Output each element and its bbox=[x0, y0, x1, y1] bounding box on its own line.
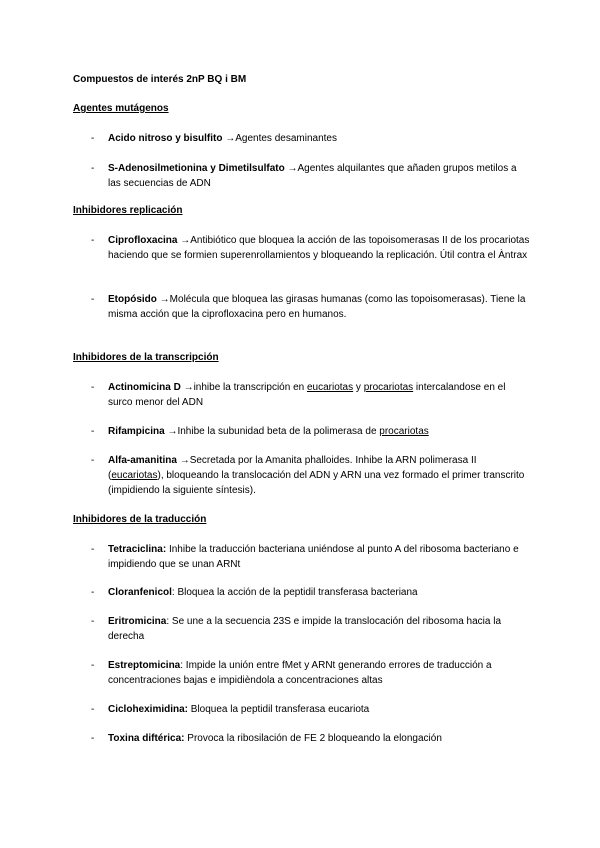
bullet-dash: - bbox=[91, 660, 95, 671]
underlined-term: eucariotas bbox=[111, 470, 158, 481]
item-text: y bbox=[353, 382, 364, 393]
list-item bbox=[91, 585, 531, 600]
item-text: : Impide la unión entre fMet y ARNt generando errores de traducción a concentraciones bajas e impidièndola a concentraciones altas bbox=[108, 660, 492, 686]
item-text: Antibiótico que bloquea la acción de las topoisomerasas II de los procariotas haciendo que se formien superenrollamientos y bloqueando la replicación. Útil contra el Àntrax bbox=[108, 235, 530, 261]
bullet-dash: - bbox=[91, 235, 95, 246]
item-term: Rifampicina bbox=[108, 426, 165, 437]
list-item bbox=[91, 702, 531, 717]
item-term: S-Adenosilmetionina y Dimetilsulfato bbox=[108, 163, 285, 174]
section-heading-transcripcion: Inhibidores de la transcripción bbox=[73, 352, 219, 363]
item-text: Agentes alquilantes que añaden grupos metilos a las secuencias de ADN bbox=[108, 163, 517, 189]
list-item bbox=[91, 614, 531, 644]
item-term: Toxina diftérica: bbox=[108, 733, 185, 744]
arrow-icon: → bbox=[225, 133, 236, 144]
bullet-dash: - bbox=[91, 616, 95, 627]
underlined-term: procariotas bbox=[363, 382, 414, 393]
bullet-dash: - bbox=[91, 294, 95, 305]
arrow-icon: → bbox=[183, 382, 194, 393]
list-item bbox=[91, 542, 531, 572]
item-term: Cloranfenicol bbox=[108, 587, 172, 598]
list-item bbox=[91, 161, 531, 191]
arrow-icon: → bbox=[287, 163, 298, 174]
item-term: Estreptomicina bbox=[108, 660, 181, 671]
section-heading-replicacion: Inhibidores replicación bbox=[73, 205, 183, 216]
bullet-dash: - bbox=[91, 704, 95, 715]
list-item bbox=[91, 380, 531, 410]
item-text: : Bloquea la acción de la peptidil transferasa bacteriana bbox=[171, 587, 418, 598]
item-text: Bloquea la peptidil transferasa eucariota bbox=[188, 704, 370, 715]
item-text: intercalandose en el surco menor del ADN bbox=[108, 382, 506, 408]
item-term: Tetraciclina: bbox=[108, 544, 167, 555]
bullet-dash: - bbox=[91, 455, 95, 466]
arrow-icon: → bbox=[167, 426, 178, 437]
bullet-dash: - bbox=[91, 426, 95, 437]
arrow-icon: → bbox=[180, 235, 191, 246]
item-text: Inhibe la traducción bacteriana uniéndose al punto A del ribosoma bacteriano e impidiendo que se unan ARNt bbox=[108, 544, 519, 570]
item-text: Agentes desaminantes bbox=[235, 133, 337, 144]
section-heading-traduccion: Inhibidores de la traducción bbox=[73, 514, 207, 525]
item-term: Ciprofloxacina bbox=[108, 235, 178, 246]
bullet-dash: - bbox=[91, 544, 95, 555]
list-item bbox=[91, 453, 531, 498]
item-term: Actinomicina D bbox=[108, 382, 181, 393]
item-text: Molécula que bloquea las girasas humanas (como las topoisomerasas). Tiene la misma acción que la ciprofloxacina pero en humanos. bbox=[108, 294, 526, 320]
underlined-term: eucariotas bbox=[306, 382, 354, 393]
arrow-icon: → bbox=[179, 455, 190, 466]
list-item bbox=[91, 658, 531, 688]
item-text: Secretada por la Amanita phalloides. Inhibe la ARN polimerasa II ( bbox=[108, 455, 477, 481]
bullet-dash: - bbox=[91, 733, 95, 744]
section-heading-mutagenos: Agentes mutágenos bbox=[73, 103, 169, 114]
bullet-dash: - bbox=[91, 587, 95, 598]
list-item bbox=[91, 233, 531, 263]
underlined-term: procariotas bbox=[379, 426, 429, 437]
list-item bbox=[91, 131, 531, 146]
item-term: Cicloheximidina: bbox=[108, 704, 189, 715]
item-text: Provoca la ribosilación de FE 2 bloqueando la elongación bbox=[184, 733, 442, 744]
item-term: Acido nitroso y bisulfito bbox=[108, 133, 223, 144]
item-term: Alfa-amanitina bbox=[108, 455, 177, 466]
item-term: Etopósido bbox=[108, 294, 157, 305]
list-item bbox=[91, 292, 531, 322]
bullet-dash: - bbox=[91, 133, 95, 144]
list-item bbox=[91, 424, 531, 439]
item-text: Inhibe la subunidad beta de la polimerasa de bbox=[177, 426, 380, 437]
list-item bbox=[91, 731, 531, 746]
item-text: ), bloqueando la translocación del ADN y ARN una vez formado el primer transcrito (impidiendo la siguiente síntesis). bbox=[108, 470, 525, 496]
item-term: Eritromicina bbox=[108, 616, 167, 627]
bullet-dash: - bbox=[91, 163, 95, 174]
item-text: inhibe la transcripción en bbox=[193, 382, 307, 393]
arrow-icon: → bbox=[159, 294, 170, 305]
bullet-dash: - bbox=[91, 382, 95, 393]
page-title: Compuestos de interés 2nP BQ i BM bbox=[73, 74, 247, 85]
item-text: : Se une a la secuencia 23S e impide la translocación del ribosoma hacia la derecha bbox=[108, 616, 502, 642]
